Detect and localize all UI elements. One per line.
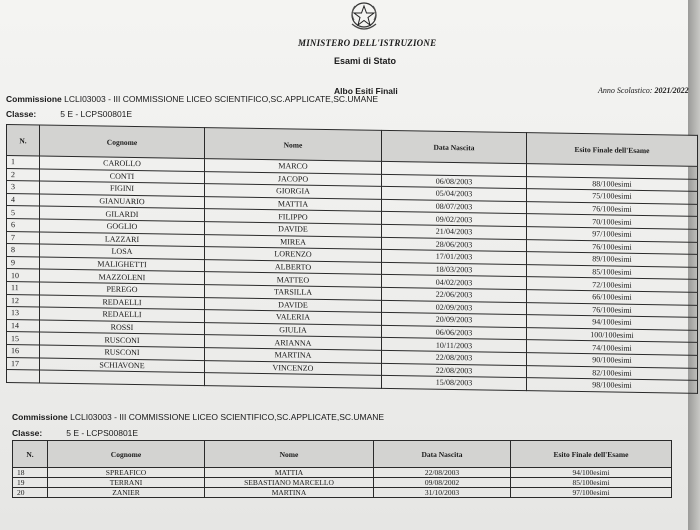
cell-number: 9: [7, 256, 40, 269]
cell-name: MARTINA: [205, 348, 382, 363]
cell-surname: RUSCONI: [40, 345, 205, 360]
cell-number: 14: [7, 319, 40, 332]
cell-number: 19: [13, 478, 48, 488]
cell-surname: [40, 370, 205, 385]
cell-name: VALERIA: [205, 310, 382, 325]
cell-result: 98/100esimi: [527, 378, 698, 393]
cell-surname: REDAELLI: [40, 307, 205, 322]
cell-surname: GOGLIO: [40, 219, 205, 234]
cell-number: 12: [7, 294, 40, 307]
commission-line-2: [12, 412, 384, 422]
class-label: Classe:: [12, 428, 43, 438]
cell-result: 70/100esimi: [527, 214, 698, 229]
class-line-2: [12, 428, 138, 438]
cell-birthdate: 22/08/2003: [382, 350, 527, 365]
cell-birthdate: 20/09/2003: [382, 313, 527, 328]
cell-name: MATTEO: [205, 272, 382, 287]
cell-birthdate: 22/08/2003: [382, 363, 527, 378]
cell-name: MARTINA: [205, 488, 374, 498]
cell-result: 100/100esimi: [527, 327, 698, 342]
cell-name: [205, 373, 382, 388]
cell-result: 88/100esimi: [527, 176, 698, 191]
cell-number: 20: [13, 488, 48, 498]
class-label: Classe:: [6, 109, 37, 119]
col-header-number: N.: [13, 441, 48, 468]
cell-surname: GIANUARIO: [40, 194, 205, 209]
class-value: 5 E - LCPS00801E: [60, 109, 133, 119]
table-header-row: [13, 441, 672, 468]
col-header-surname: Cognome: [40, 125, 205, 159]
cell-number: 10: [7, 269, 40, 282]
exams-title: Esami di Stato: [334, 56, 397, 66]
cell-birthdate: 31/10/2003: [374, 488, 511, 498]
cell-name: GIULIA: [205, 322, 382, 337]
col-header-birthdate: Data Nascita: [382, 130, 527, 163]
commission-value: LCLI03003 - III COMMISSIONE LICEO SCIENTIFICO,SC.APPLICATE,SC.UMANE: [64, 94, 379, 104]
cell-number: 5: [7, 206, 40, 219]
cell-surname: ROSSI: [40, 320, 205, 335]
ministry-title: MINISTERO DELL'ISTRUZIONE: [298, 38, 437, 48]
cell-result: 97/100esimi: [527, 227, 698, 242]
cell-birthdate: 06/08/2003: [382, 174, 527, 189]
col-header-surname: Cognome: [48, 441, 205, 468]
cell-birthdate: 17/01/2003: [382, 250, 527, 265]
cell-result: 76/100esimi: [527, 302, 698, 317]
cell-surname: PEREGO: [40, 282, 205, 297]
cell-result: 72/100esimi: [527, 277, 698, 292]
cell-name: DAVIDE: [205, 297, 382, 312]
cell-number: 11: [7, 281, 40, 294]
cell-surname: TERRANI: [48, 478, 205, 488]
cell-surname: GILARDI: [40, 206, 205, 221]
cell-birthdate: 10/11/2003: [382, 338, 527, 353]
cell-result: 90/100esimi: [527, 353, 698, 368]
cell-name: ALBERTO: [205, 259, 382, 274]
cell-surname: ZANIER: [48, 488, 205, 498]
cell-surname: SPREAFICO: [48, 468, 205, 478]
cell-name: TARSILLA: [205, 285, 382, 300]
class-value: 5 E - LCPS00801E: [66, 428, 139, 438]
cell-number: 18: [13, 468, 48, 478]
cell-number: 1: [7, 156, 40, 169]
cell-number: 17: [7, 357, 40, 370]
cell-name: MARCO: [205, 159, 382, 174]
albo-title: Albo Esiti Finali: [334, 86, 398, 96]
cell-name: VINCENZO: [205, 360, 382, 375]
cell-name: ARIANNA: [205, 335, 382, 350]
col-header-name: Nome: [205, 441, 374, 468]
col-header-result: Esito Finale dell'Esame: [511, 441, 672, 468]
cell-birthdate: 22/06/2003: [382, 287, 527, 302]
commission-value: LCLI03003 - III COMMISSIONE LICEO SCIENTIFICO,SC.APPLICATE,SC.UMANE: [70, 412, 385, 422]
col-header-birthdate: Data Nascita: [374, 441, 511, 468]
table-row: [13, 468, 672, 478]
cell-result: 97/100esimi: [511, 488, 672, 498]
cell-birthdate: 09/08/2002: [374, 478, 511, 488]
cell-name: FILIPPO: [205, 209, 382, 224]
cell-birthdate: 15/08/2003: [382, 375, 527, 390]
cell-result: 82/100esimi: [527, 365, 698, 380]
cell-result: 85/100esimi: [527, 264, 698, 279]
cell-surname: RUSCONI: [40, 332, 205, 347]
cell-surname: CONTI: [40, 169, 205, 184]
cell-birthdate: 18/03/2003: [382, 262, 527, 277]
cell-surname: MAZZOLENI: [40, 269, 205, 284]
cell-result: 75/100esimi: [527, 189, 698, 204]
cell-birthdate: 28/06/2003: [382, 237, 527, 252]
cell-result: 66/100esimi: [527, 290, 698, 305]
cell-number: 3: [7, 181, 40, 194]
col-header-result: Esito Finale dell'Esame: [527, 133, 698, 167]
results-table-2: [12, 440, 672, 498]
cell-name: MATTIA: [205, 196, 382, 211]
cell-number: 16: [7, 344, 40, 357]
cell-result: 76/100esimi: [527, 201, 698, 216]
results-table-1: [6, 124, 698, 394]
cell-surname: CAROLLO: [40, 156, 205, 171]
cell-name: MIREA: [205, 234, 382, 249]
commission-label: Commissione: [12, 412, 68, 422]
cell-surname: LAZZARI: [40, 232, 205, 247]
school-year: [598, 86, 689, 95]
cell-number: 15: [7, 332, 40, 345]
cell-surname: REDAELLI: [40, 295, 205, 310]
cell-name: MATTIA: [205, 468, 374, 478]
cell-birthdate: 05/04/2003: [382, 187, 527, 202]
cell-number: 4: [7, 193, 40, 206]
cell-result: 94/100esimi: [511, 468, 672, 478]
cell-result: 76/100esimi: [527, 239, 698, 254]
cell-name: JACOPO: [205, 171, 382, 186]
cell-result: 94/100esimi: [527, 315, 698, 330]
cell-number: 6: [7, 218, 40, 231]
cell-surname: FIGINI: [40, 181, 205, 196]
col-header-name: Nome: [205, 128, 382, 162]
table-row: [13, 488, 672, 498]
col-header-number: N.: [7, 125, 40, 157]
commission-line-1: [6, 94, 378, 104]
cell-name: GIORGIA: [205, 184, 382, 199]
cell-birthdate: 08/07/2003: [382, 199, 527, 214]
school-year-value: 2021/2022: [654, 86, 689, 95]
cell-number: 8: [7, 244, 40, 257]
school-year-label: Anno Scolastico:: [598, 86, 653, 95]
cell-number: 13: [7, 307, 40, 320]
cell-birthdate: 22/08/2003: [374, 468, 511, 478]
cell-name: LORENZO: [205, 247, 382, 262]
cell-number: 7: [7, 231, 40, 244]
cell-birthdate: 21/04/2003: [382, 224, 527, 239]
cell-birthdate: 09/02/2003: [382, 212, 527, 227]
cell-number: [7, 370, 40, 383]
cell-surname: LOSA: [40, 244, 205, 259]
table-row: [13, 478, 672, 488]
commission-label: Commissione: [6, 94, 62, 104]
cell-surname: SCHIAVONE: [40, 358, 205, 373]
cell-surname: MALIGHETTI: [40, 257, 205, 272]
cell-name: DAVIDE: [205, 222, 382, 237]
cell-birthdate: 02/09/2003: [382, 300, 527, 315]
cell-result: 85/100esimi: [511, 478, 672, 488]
cell-name: SEBASTIANO MARCELLO: [205, 478, 374, 488]
cell-number: 2: [7, 168, 40, 181]
cell-result: 74/100esimi: [527, 340, 698, 355]
republic-emblem-icon: [346, 0, 382, 34]
cell-birthdate: 06/06/2003: [382, 325, 527, 340]
class-line-1: [6, 109, 132, 119]
cell-result: 89/100esimi: [527, 252, 698, 267]
cell-birthdate: 04/02/2003: [382, 275, 527, 290]
